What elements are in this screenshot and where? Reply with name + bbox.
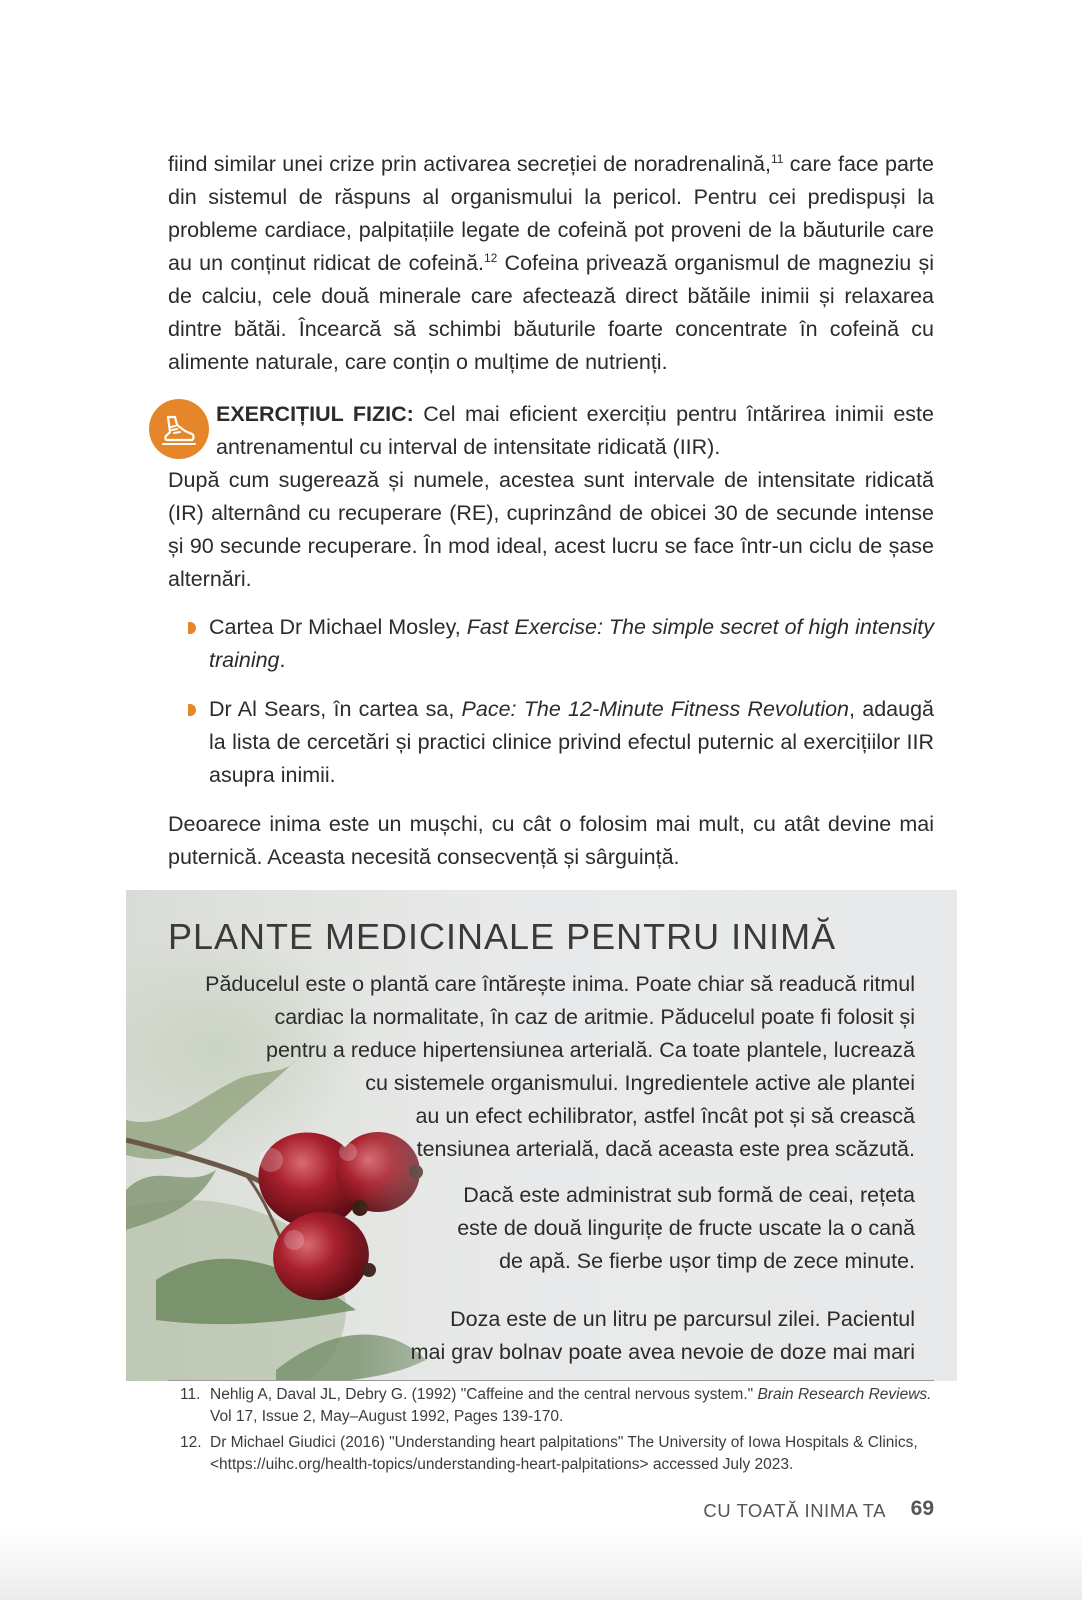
herbs-paragraph-2: Dacă este administrat sub formă de ceai, rețeta este de două lingurițe de fructe uscate la o cană de apă. Se fierbe ușor timp de zece minute.	[457, 1183, 915, 1273]
bullet-marker-icon	[188, 622, 196, 634]
footnote-12: 12. Dr Michael Giudici (2016) "Understanding heart palpitations" The University of Iowa Hospitals & Clinics, <https://uihc.org/health-topics/understanding-heart-palpitations> accessed July 2023.	[180, 1434, 918, 1473]
herbs-paragraph-1: Păducelul este o plantă care întărește inima. Poate chiar să readucă ritmul cardiac la normalitate, în caz de aritmie. Păducelul poate fi folosit și pentru a reduce hipertensiunea arterială. Ca toate plantele, lucrează cu sistemele organismului. Ingredientele active ale plantei au un efect echilibrator, astfel încât pot și să crească tensiunea arterială, dacă aceasta este prea scăzută.	[205, 972, 915, 1161]
herbs-paragraph-3: Doza este de un litru pe parcursul zilei. Pacientul mai grav bolnav poate avea nevoie de doze mai mari	[410, 1307, 915, 1364]
herbs-title: PLANTE MEDICINALE PENTRU INIMĂ	[168, 916, 837, 957]
footnote-divider	[168, 1380, 934, 1381]
closing-paragraph: Deoarece inima este un mușchi, cu cât o folosim mai mult, cu atât devine mai puternică. Aceasta necesită consecvență și sârguință.	[168, 812, 934, 869]
exercise-label: EXERCIȚIUL FIZIC:	[216, 402, 414, 426]
footnote-ref-12[interactable]: 12	[483, 251, 498, 265]
bullet-item-mosley: Cartea Dr Michael Mosley, Fast Exercise: The simple secret of high intensity training.	[188, 611, 934, 677]
exercise-paragraph: După cum sugerează și numele, acestea sunt intervale de intensitate ridicată (IR) alternând cu recuperare (RE), cuprinzând de obicei 30 de secunde intense și 90 secunde recuperare. În mod ideal, acest lucru se face într-un ciclu de șase alternări.	[168, 468, 934, 591]
page-bottom-shadow	[0, 1530, 1082, 1600]
bullet-item-sears: Dr Al Sears, în cartea sa, Pace: The 12-Minute Fitness Revolution, adaugă la lista de cercetări și practici clinice privind efectul puternic al exercițiilor IIR asupra inimii.	[188, 693, 934, 792]
running-head: CU TOATĂ INIMA TA	[703, 1500, 886, 1521]
exercise-intro: EXERCIȚIUL FIZIC: Cel mai eficient exercițiu pentru întărirea inimii este antrenamentul cu interval de intensitate ridicată (IIR).	[216, 402, 934, 459]
page-number: 69	[910, 1497, 934, 1520]
footnote-11: 11. Nehlig A, Daval JL, Debry G. (1992) "Caffeine and the central nervous system." Brain Research Reviews. Vol 17, Issue 2, May–August 1992, Pages 139-170.	[180, 1386, 932, 1425]
herbs-sidebar	[126, 890, 957, 1381]
running-shoe-icon	[149, 399, 209, 459]
bullet-marker-icon	[188, 704, 196, 716]
footnote-ref-11[interactable]: 11	[770, 152, 784, 166]
intro-paragraph: fiind similar unei crize prin activarea secreției de noradrenalină,$^{11}$ care face parte din sistemul de răspuns al organismului la pericol. Pentru cei predispuși la probleme cardiace, palpitațiile legate de cofeină pot proveni de la băuturile care au un conținut ridicat de cofeină.$^{12}$ Cofeina privează organismul de magneziu și de calciu, cele două minerale care afectează direct bătăile inimii și relaxarea dintre bătăi. Încearcă să schimbi băuturile foarte concentrate în cofeină cu alimente naturale, care conțin o mulțime de nutrienți.	[168, 152, 934, 374]
